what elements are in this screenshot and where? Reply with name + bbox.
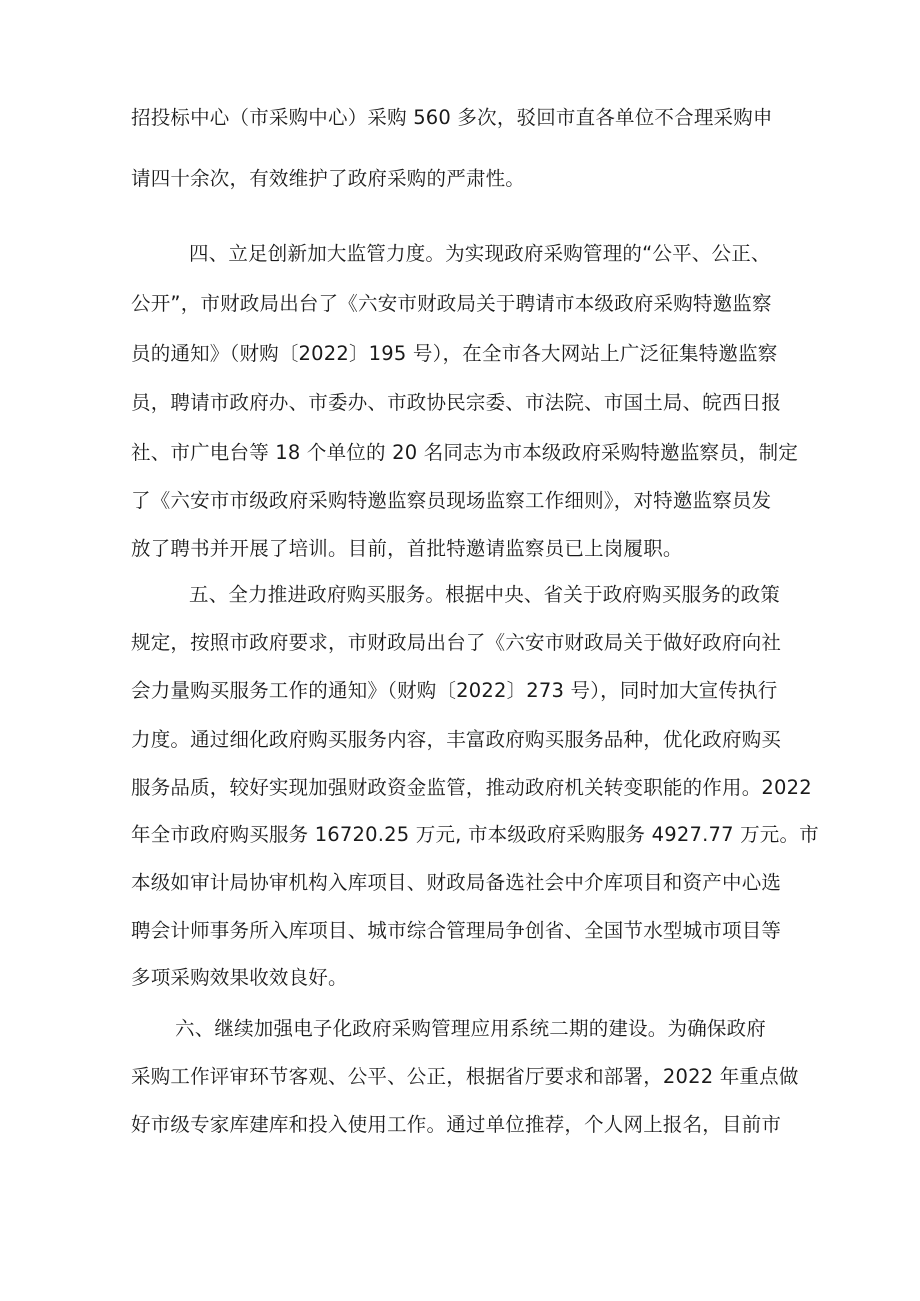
body-text-line: 员的通知》（财购〔2022〕195 号），在全市各大网站上广泛征集特邀监察 (131, 342, 778, 365)
body-text-line: 力度。通过细化政府购买服务内容，丰富政府购买服务品种，优化政府购买 (131, 728, 782, 751)
body-text-line: 年全市政府购买服务 16720.25 万元, 市本级政府采购服务 4927.77 万元。市 (131, 823, 819, 846)
body-text-line: 聘会计师事务所入库项目、城市综合管理局争创省、全国节水型城市项目等 (131, 919, 782, 942)
body-text-line: 请四十余次，有效维护了政府采购的严肃性。 (131, 167, 526, 190)
body-text-line: 社、市广电台等 18 个单位的 20 名同志为市本级政府采购特邀监察员，制定 (131, 441, 799, 464)
body-text-line: 多项采购效果收效良好。 (131, 966, 348, 989)
section-heading-line: 五、全力推进政府购买服务。根据中央、省关于政府购买服务的政策 (189, 583, 781, 606)
body-text-line: 放了聘书并开展了培训。目前，首批特邀请监察员已上岗履职。 (131, 537, 683, 560)
section-heading-line: 六、继续加强电子化政府采购管理应用系统二期的建设。为确保政府 (175, 1017, 767, 1040)
body-text-line: 规定，按照市政府要求，市财政局出台了《六安市财政局关于做好政府向社 (131, 631, 782, 654)
body-text-line: 本级如审计局协审机构入库项目、财政局备选社会中介库项目和资产中心选 (131, 871, 782, 894)
body-text-line: 会力量购买服务工作的通知》（财购〔2022〕273 号），同时加大宣传执行 (131, 679, 778, 702)
body-text-line: 招投标中心（市采购中心）采购 560 多次，驳回市直各单位不合理采购申 (131, 106, 773, 129)
body-text-line: 公开”，市财政局出台了《六安市财政局关于聘请市本级政府采购特邀监察 (131, 292, 772, 315)
body-text-line: 了《六安市市级政府采购特邀监察员现场监察工作细则》，对特邀监察员发 (131, 489, 772, 512)
body-text-line: 采购工作评审环节客观、公平、公正，根据省厅要求和部署，2022 年重点做 (131, 1065, 799, 1088)
section-heading-line: 四、立足创新加大监管力度。为实现政府采购管理的“公平、公正、 (189, 242, 771, 265)
body-text-line: 员，聘请市政府办、市委办、市政协民宗委、市法院、市国土局、皖西日报 (131, 391, 782, 414)
body-text-line: 服务品质，较好实现加强财政资金监管，推动政府机关转变职能的作用。2022 (131, 776, 812, 799)
body-text-line: 好市级专家库建库和投入使用工作。通过单位推荐，个人网上报名，目前市 (131, 1113, 782, 1136)
